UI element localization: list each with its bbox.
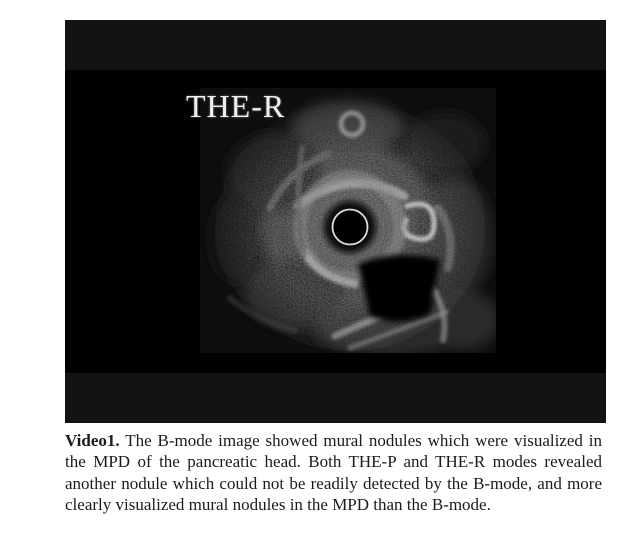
ultrasound-graphic — [200, 88, 496, 353]
mode-label: THE-R — [186, 88, 286, 124]
figure-caption — [65, 430, 602, 515]
ultrasound-image — [200, 88, 496, 353]
caption-label: Video1. — [65, 431, 120, 450]
caption-text: The B-mode image showed mural nodules which were visualized in the MPD of the pancreatic head. Both THE-P and THE-R modes revealed another nodule which could not be readily detected by the B-mode, and more clearly visualized mural nodules in the MPD than the B-mode. — [65, 431, 602, 514]
video-frame[interactable] — [65, 20, 606, 423]
letterbox-top — [65, 20, 606, 70]
letterbox-bottom — [65, 373, 606, 423]
